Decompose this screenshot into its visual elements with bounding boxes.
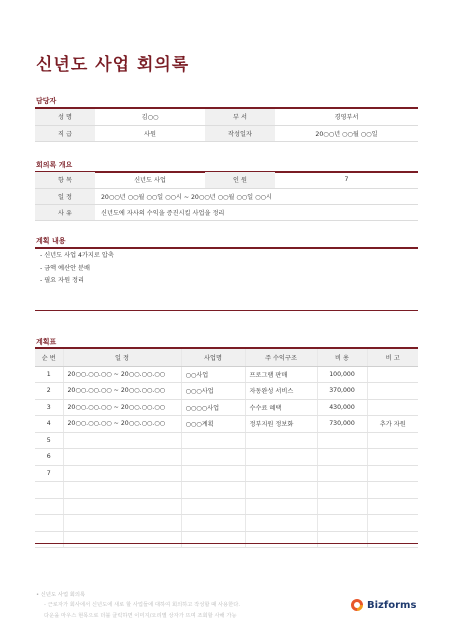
table-cell bbox=[317, 531, 367, 548]
table-cell: 5 bbox=[35, 432, 63, 449]
date-value: 20○○년 ○○월 ○○일 bbox=[275, 125, 418, 141]
footer-note bbox=[36, 590, 326, 620]
table-row bbox=[35, 482, 418, 499]
table-cell bbox=[63, 449, 181, 466]
table-cell bbox=[63, 498, 181, 515]
table-row bbox=[35, 432, 418, 449]
column-header: 일 정 bbox=[63, 349, 181, 366]
table-cell: 1 bbox=[35, 366, 63, 383]
table-cell: 370,000 bbox=[317, 383, 367, 400]
table-cell bbox=[317, 449, 367, 466]
table-header-row bbox=[35, 349, 418, 366]
plan-list bbox=[35, 250, 418, 310]
table-cell: 4 bbox=[35, 416, 63, 433]
table-cell bbox=[317, 432, 367, 449]
table-cell bbox=[63, 531, 181, 548]
table-cell: 7 bbox=[35, 465, 63, 482]
table-cell: ○○○○사업 bbox=[181, 399, 245, 416]
list-item: - 필요 자원 정리 bbox=[40, 277, 84, 284]
footer-line: - 근로자가 회사에서 신년도에 새로 할 사업들에 대하여 회의하고 작성할 때 사용한다. bbox=[44, 602, 241, 608]
table-cell: 추가 자원 bbox=[367, 416, 418, 433]
table-cell: ○○○사업 bbox=[181, 383, 245, 400]
date-label: 작성일자 bbox=[205, 125, 275, 141]
table-cell bbox=[181, 482, 245, 499]
table-row bbox=[35, 188, 418, 204]
people-value: 7 bbox=[275, 172, 418, 188]
rank-value: 사원 bbox=[95, 125, 205, 141]
table-row bbox=[35, 449, 418, 466]
table-cell bbox=[63, 515, 181, 532]
section-divider bbox=[35, 310, 418, 311]
table-cell: 430,000 bbox=[317, 399, 367, 416]
table-cell bbox=[367, 366, 418, 383]
footer-title: • 신년도 사업 회의록 bbox=[36, 592, 86, 598]
table-cell bbox=[317, 482, 367, 499]
dept-value: 경영부서 bbox=[275, 109, 418, 125]
section-divider bbox=[35, 543, 418, 544]
name-label: 성 명 bbox=[35, 109, 95, 125]
table-row bbox=[35, 399, 418, 416]
table-cell bbox=[181, 531, 245, 548]
table-row bbox=[35, 515, 418, 532]
table-cell: 730,000 bbox=[317, 416, 367, 433]
table-cell: ○○사업 bbox=[181, 366, 245, 383]
table-cell: 프로그램 판매 bbox=[245, 366, 317, 383]
datetime-value: 20○○년 ○○월 ○○일 ○○시 ~ 20○○년 ○○월 ○○일 ○○시 bbox=[95, 188, 418, 204]
section-label-overview: 회의록 개요 bbox=[36, 161, 73, 169]
table-cell bbox=[63, 465, 181, 482]
table-cell: 자동완성 서비스 bbox=[245, 383, 317, 400]
document-title: 신년도 사업 회의록 bbox=[36, 55, 190, 75]
column-header: 주 수익구조 bbox=[245, 349, 317, 366]
table-row bbox=[35, 531, 418, 548]
column-header: 순 번 bbox=[35, 349, 63, 366]
table-cell bbox=[367, 399, 418, 416]
table-cell bbox=[245, 482, 317, 499]
reason-label: 사 유 bbox=[35, 204, 95, 220]
table-cell: 20○○.○○.○○ ~ 20○○.○○.○○ bbox=[63, 416, 181, 433]
table-cell bbox=[317, 465, 367, 482]
table-cell bbox=[181, 449, 245, 466]
table-row bbox=[35, 204, 418, 220]
table-cell: 20○○.○○.○○ ~ 20○○.○○.○○ bbox=[63, 383, 181, 400]
table-cell bbox=[367, 449, 418, 466]
table-cell bbox=[367, 531, 418, 548]
table-cell bbox=[35, 498, 63, 515]
table-cell bbox=[367, 383, 418, 400]
table-cell bbox=[35, 531, 63, 548]
table-cell bbox=[35, 515, 63, 532]
table-row bbox=[35, 465, 418, 482]
table-cell bbox=[367, 432, 418, 449]
table-cell bbox=[245, 432, 317, 449]
datetime-label: 일 정 bbox=[35, 188, 95, 204]
table-cell bbox=[181, 498, 245, 515]
table-cell: 정부지원 정보화 bbox=[245, 416, 317, 433]
table-cell bbox=[367, 465, 418, 482]
list-item: - 신년도 사업 4가지로 압축 bbox=[40, 252, 114, 259]
table-cell bbox=[245, 498, 317, 515]
table-cell bbox=[367, 515, 418, 532]
table-cell bbox=[63, 482, 181, 499]
name-value: 김○○ bbox=[95, 109, 205, 125]
reason-value: 신년도에 자사의 수익을 증진시킬 사업을 정리 bbox=[95, 204, 418, 220]
table-cell bbox=[181, 465, 245, 482]
table-row bbox=[35, 172, 418, 188]
column-header: 비 고 bbox=[367, 349, 418, 366]
overview-table bbox=[35, 172, 418, 221]
section-divider bbox=[35, 247, 418, 249]
bizforms-logo-icon bbox=[350, 598, 364, 612]
table-cell bbox=[317, 515, 367, 532]
item-label: 항 목 bbox=[35, 172, 95, 188]
footer-line: 다운을 마우스 현목으로 더블 클릭하면 이미지/오리별 상자가 뜨며 조회할 사해 가능 bbox=[44, 613, 237, 619]
table-cell bbox=[245, 531, 317, 548]
table-cell bbox=[317, 498, 367, 515]
table-row bbox=[35, 109, 418, 125]
list-item: - 금액 예산안 분배 bbox=[40, 264, 90, 272]
table-cell: 100,000 bbox=[317, 366, 367, 383]
table-cell: 20○○.○○.○○ ~ 20○○.○○.○○ bbox=[63, 366, 181, 383]
table-cell bbox=[245, 515, 317, 532]
table-cell bbox=[35, 482, 63, 499]
people-label: 인 원 bbox=[205, 172, 275, 188]
section-label-schedule: 계획표 bbox=[36, 338, 57, 346]
logo-text: Bizforms bbox=[367, 599, 417, 611]
rank-label: 직 급 bbox=[35, 125, 95, 141]
manager-table bbox=[35, 109, 418, 142]
bizforms-logo bbox=[350, 598, 416, 612]
section-label-plan: 계획 내용 bbox=[36, 237, 66, 245]
item-value: 신년도 사업 bbox=[95, 172, 205, 188]
table-cell bbox=[63, 432, 181, 449]
table-row bbox=[35, 366, 418, 383]
dept-label: 부 서 bbox=[205, 109, 275, 125]
table-cell: 2 bbox=[35, 383, 63, 400]
table-cell: 6 bbox=[35, 449, 63, 466]
table-cell: 20○○.○○.○○ ~ 20○○.○○.○○ bbox=[63, 399, 181, 416]
table-cell bbox=[367, 482, 418, 499]
table-cell bbox=[367, 498, 418, 515]
table-row bbox=[35, 416, 418, 433]
table-row bbox=[35, 498, 418, 515]
table-row bbox=[35, 125, 418, 141]
table-cell bbox=[181, 432, 245, 449]
table-cell: 수수료 혜택 bbox=[245, 399, 317, 416]
section-label-manager: 담당자 bbox=[36, 97, 57, 105]
column-header: 사업명 bbox=[181, 349, 245, 366]
table-cell: ○○○계획 bbox=[181, 416, 245, 433]
schedule-table bbox=[35, 349, 418, 548]
table-cell bbox=[245, 449, 317, 466]
table-cell bbox=[181, 515, 245, 532]
table-cell bbox=[245, 465, 317, 482]
column-header: 비 용 bbox=[317, 349, 367, 366]
table-row bbox=[35, 383, 418, 400]
table-cell: 3 bbox=[35, 399, 63, 416]
